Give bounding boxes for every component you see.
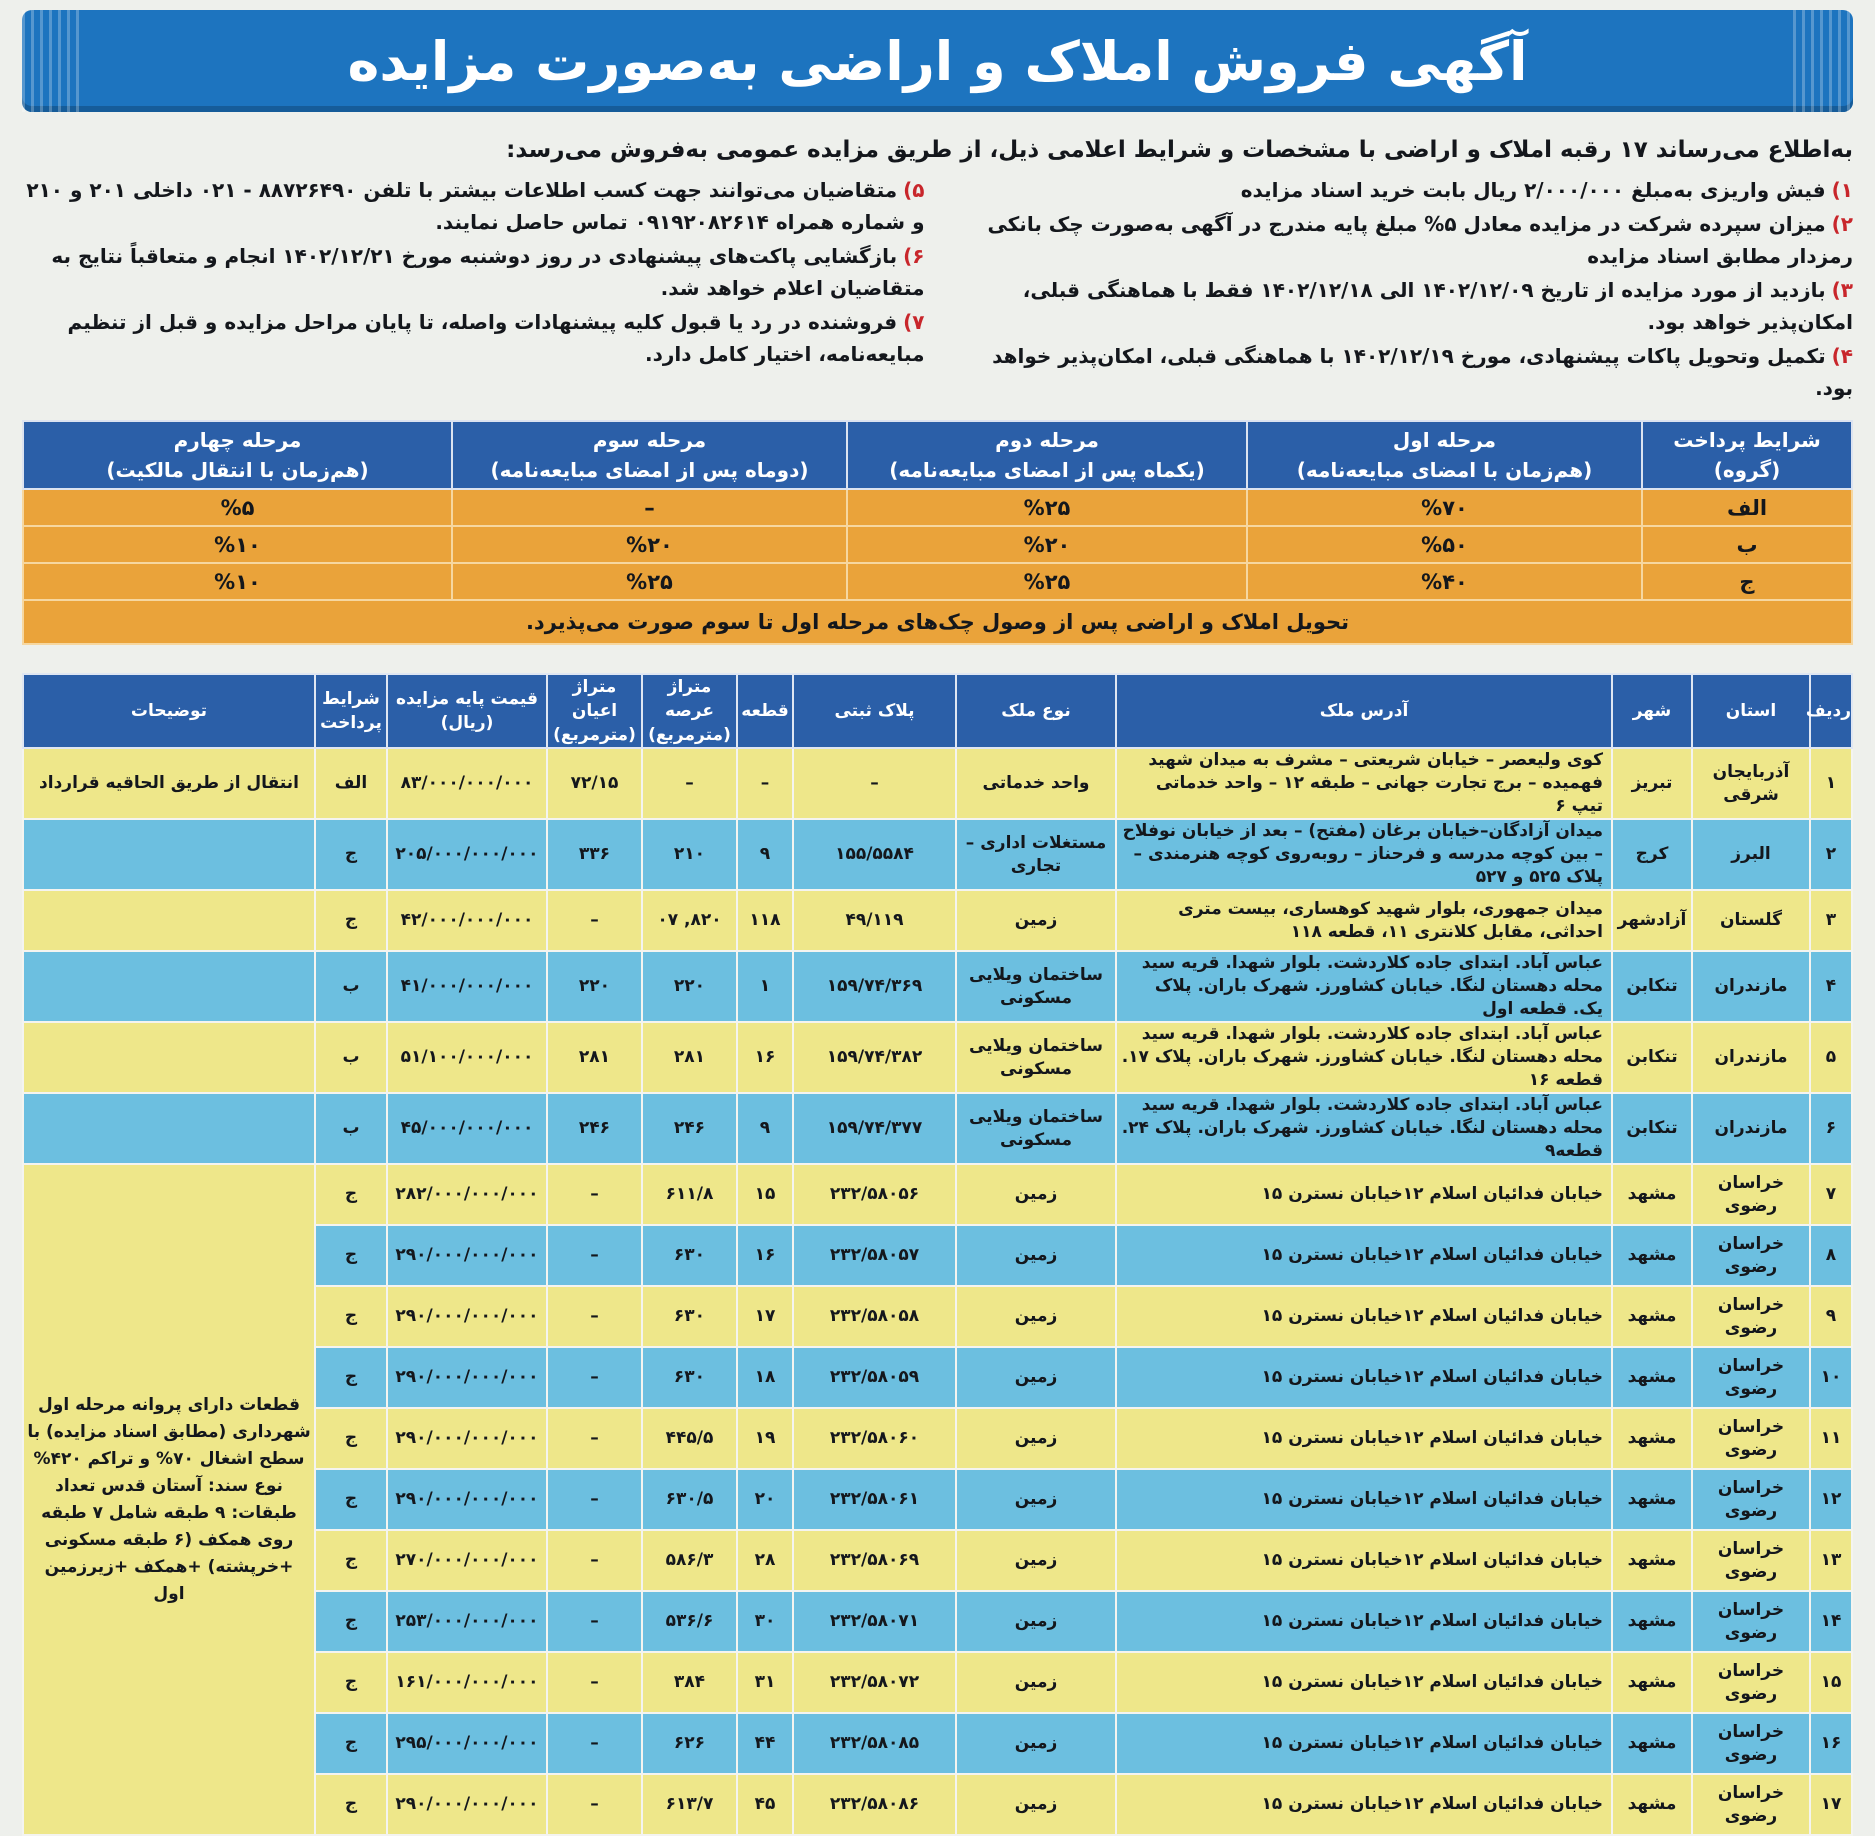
city: مشهد [1612,1591,1692,1652]
land-area: ۲۱۰ [642,819,737,890]
address: خیابان فدائیان اسلام ۱۲خیابان نسترن ۱۵ [1116,1713,1612,1774]
building-area: ۲۲۰ [547,951,642,1022]
building-area: – [547,1164,642,1225]
row-number: ۱۷ [1810,1774,1852,1835]
property-notes-empty [23,890,315,951]
address: کوی ولیعصر – خیابان شریعتی – مشرف به میدان شهید فهمیده – برج تجارت جهانی – طبقه ۱۲ – واحد خدماتی تیپ ۶ [1116,748,1612,819]
property-type: زمین [956,1774,1116,1835]
property-row [23,1093,1852,1164]
payment-note-row [23,600,1852,644]
building-area: – [547,1347,642,1408]
province: خراسان رضوی [1692,1286,1810,1347]
condition-number: ۱) [1831,178,1853,202]
property-notes-empty [23,819,315,890]
payment-header-title: مرحله اول [1392,428,1497,452]
condition-item [951,274,1854,338]
lot-number: ۴۵ [737,1774,793,1835]
condition-number: ۳) [1831,278,1853,302]
property-header-cell [737,674,793,748]
row-number: ۹ [1810,1286,1852,1347]
land-area: ۴۴۵/۵ [642,1408,737,1469]
property-header-sub: پرداخت [320,713,382,733]
building-area: – [547,1774,642,1835]
property-type: زمین [956,1347,1116,1408]
property-header-sub: (مترمربع) [648,725,731,745]
base-price: ۲۹۰/۰۰۰/۰۰۰/۰۰۰ [387,1225,547,1286]
lot-number: ۱۶ [737,1225,793,1286]
condition-text: فروشنده در رد یا قبول کلیه پیشنهادات واصله، تا پایان مراحل مزایده و قبل از تنظیم مبایعه‌نامه، اختیار کامل دارد. [67,310,925,366]
payment-percent: %۲۵ [847,563,1247,600]
row-number: ۱۳ [1810,1530,1852,1591]
payment-header-cell [23,421,452,489]
property-row [23,1164,1852,1225]
condition-text: متقاضیان می‌توانند جهت کسب اطلاعات بیشتر با تلفن ۸۸۷۲۶۴۹۰ - ۰۲۱ داخلی ۲۰۱ و ۲۱۰ و شماره همراه ۰۹۱۹۲۰۸۲۶۱۴ تماس حاصل نمایند. [26,178,925,234]
payment-header-cell [1247,421,1642,489]
land-area: ۶۳۰ [642,1286,737,1347]
registration-plate: ۱۵۹/۷۴/۳۷۷ [793,1093,956,1164]
payment-percent: %۵۰ [1247,526,1642,563]
property-header-cell [956,674,1116,748]
row-number: ۱۴ [1810,1591,1852,1652]
payment-percent: %۷۰ [1247,489,1642,526]
lot-number: ۴۴ [737,1713,793,1774]
property-header-sub: (مترمربع) [553,725,636,745]
payment-row [23,489,1852,526]
property-header-title: آدرس ملک [1319,701,1409,721]
registration-plate: ۲۳۲/۵۸۰۵۹ [793,1347,956,1408]
payment-header-title: شرایط پرداخت [1673,428,1821,452]
payment-terms: الف [315,748,387,819]
address: خیابان فدائیان اسلام ۱۲خیابان نسترن ۱۵ [1116,1286,1612,1347]
property-header-title: متراژ عرصه [665,677,714,721]
registration-plate: ۲۳۲/۵۸۰۷۲ [793,1652,956,1713]
city: کرج [1612,819,1692,890]
building-area: – [547,1286,642,1347]
property-header-title: نوع ملک [1001,701,1071,721]
intro-text: به‌اطلاع می‌رساند ۱۷ رقبه املاک و اراضی با مشخصات و شرایط اعلامی ذیل، از طریق مزایده عمومی به‌فروش می‌رسد: [506,137,1853,163]
property-header-cell [315,674,387,748]
condition-text: میزان سپرده شرکت در مزایده معادل ۵% مبلغ پایه مندرج در آگهی به‌صورت چک بانکی رمزدار مطابق اسناد مزایده [987,212,1853,268]
row-number: ۸ [1810,1225,1852,1286]
row-number: ۱۲ [1810,1469,1852,1530]
registration-plate: ۲۳۲/۵۸۰۶۹ [793,1530,956,1591]
city: مشهد [1612,1652,1692,1713]
condition-item [951,340,1854,404]
base-price: ۲۵۳/۰۰۰/۰۰۰/۰۰۰ [387,1591,547,1652]
properties-table [22,673,1853,1836]
base-price: ۲۸۲/۰۰۰/۰۰۰/۰۰۰ [387,1164,547,1225]
land-area: ۶۳۰/۵ [642,1469,737,1530]
payment-terms: ج [315,1286,387,1347]
lot-number: – [737,748,793,819]
registration-plate: ۲۳۲/۵۸۰۸۵ [793,1713,956,1774]
lot-number: ۱۹ [737,1408,793,1469]
base-price: ۲۹۰/۰۰۰/۰۰۰/۰۰۰ [387,1469,547,1530]
property-type: واحد خدماتی [956,748,1116,819]
base-price: ۴۵/۰۰۰/۰۰۰/۰۰۰ [387,1093,547,1164]
lot-number: ۲۰ [737,1469,793,1530]
condition-text: فیش واریزی به‌مبلغ ۲/۰۰۰/۰۰۰ ریال بابت خرید اسناد مزایده [1240,178,1826,202]
land-area: ۲۴۶ [642,1093,737,1164]
row-number: ۳ [1810,890,1852,951]
property-type: مستغلات اداری – تجاری [956,819,1116,890]
payment-terms: ج [315,1347,387,1408]
land-area: ۶۱۱/۸ [642,1164,737,1225]
row-number: ۶ [1810,1093,1852,1164]
base-price: ۲۹۵/۰۰۰/۰۰۰/۰۰۰ [387,1713,547,1774]
address: خیابان فدائیان اسلام ۱۲خیابان نسترن ۱۵ [1116,1774,1612,1835]
registration-plate: ۴۹/۱۱۹ [793,890,956,951]
property-type: زمین [956,1713,1116,1774]
address: میدان آزادگان–خیابان برغان (مفتح) – بعد از خیابان نوفلاح – بین کوچه مدرسه و فرحناز – روبه‌روی کوچه هنرمندی – پلاک ۵۲۵ و ۵۲۷ [1116,819,1612,890]
base-price: ۵۱/۱۰۰/۰۰۰/۰۰۰ [387,1022,547,1093]
city: آزادشهر [1612,890,1692,951]
lot-number: ۱۷ [737,1286,793,1347]
city: مشهد [1612,1286,1692,1347]
city: مشهد [1612,1225,1692,1286]
payment-header-cell [847,421,1247,489]
conditions-column-right [951,174,1854,406]
payment-header-sub: (دوماه پس از امضای مبایعه‌نامه) [490,458,809,482]
property-header-cell [1116,674,1612,748]
province: آذربایجان شرقی [1692,748,1810,819]
registration-plate: ۲۳۲/۵۸۰۸۶ [793,1774,956,1835]
payment-terms: ج [315,1774,387,1835]
property-type: ساختمان ویلایی مسکونی [956,1093,1116,1164]
address: عباس آباد. ابتدای جاده کلاردشت. بلوار شهدا. قریه سید محله دهستان لنگا. خیابان کشاورز. شهرک باران. پلاک یک. قطعه اول [1116,951,1612,1022]
building-area: – [547,1530,642,1591]
property-notes-empty [23,1093,315,1164]
properties-table-header [23,674,1852,748]
registration-plate: ۱۵۵/۵۵۸۴ [793,819,956,890]
row-number: ۱۶ [1810,1713,1852,1774]
province: خراسان رضوی [1692,1713,1810,1774]
payment-percent: %۲۰ [847,526,1247,563]
row-number: ۱ [1810,748,1852,819]
payment-terms: ج [315,1652,387,1713]
property-type: زمین [956,1225,1116,1286]
property-notes: انتقال از طریق الحاقیه قرارداد [23,748,315,819]
base-price: ۸۳/۰۰۰/۰۰۰/۰۰۰ [387,748,547,819]
payment-header-title: مرحله چهارم [173,428,302,452]
payment-terms: ج [315,1164,387,1225]
address: خیابان فدائیان اسلام ۱۲خیابان نسترن ۱۵ [1116,1591,1612,1652]
property-header-cell [1692,674,1810,748]
province: خراسان رضوی [1692,1774,1810,1835]
condition-number: ۶) [903,244,925,268]
lot-number: ۱ [737,951,793,1022]
payment-percent: %۴۰ [1247,563,1642,600]
address: خیابان فدائیان اسلام ۱۲خیابان نسترن ۱۵ [1116,1469,1612,1530]
payment-terms: ب [315,951,387,1022]
property-header-cell [793,674,956,748]
payment-header-sub: (هم‌زمان با انتقال مالکیت) [106,458,369,482]
province: خراسان رضوی [1692,1164,1810,1225]
building-area: – [547,1713,642,1774]
province: خراسان رضوی [1692,1347,1810,1408]
condition-number: ۲) [1831,212,1853,236]
base-price: ۱۶۱/۰۰۰/۰۰۰/۰۰۰ [387,1652,547,1713]
land-area: ۸۲۰, ۰۷ [642,890,737,951]
lot-number: ۳۱ [737,1652,793,1713]
property-row [23,748,1852,819]
property-header-cell [1805,674,1852,748]
city: تبریز [1612,748,1692,819]
city: مشهد [1612,1408,1692,1469]
land-area: ۶۲۶ [642,1713,737,1774]
province: البرز [1692,819,1810,890]
row-number: ۲ [1810,819,1852,890]
address: میدان جمهوری، بلوار شهید کوهساری، بیست متری احداثی، مقابل کلانتری ۱۱، قطعه ۱۱۸ [1116,890,1612,951]
city: مشهد [1612,1530,1692,1591]
condition-text: بازگشایی پاکت‌های پیشنهادی در روز دوشنبه مورخ ۱۴۰۲/۱۲/۲۱ انجام و متعاقباً نتایج به متقاضیان اعلام خواهد شد. [51,244,925,300]
address: عباس آباد. ابتدای جاده کلاردشت. بلوار شهدا. قریه سید محله دهستان لنگا. خیابان کشاورز. شهرک باران. پلاک ۲۴. قطعه۹ [1116,1093,1612,1164]
address: خیابان فدائیان اسلام ۱۲خیابان نسترن ۱۵ [1116,1164,1612,1225]
property-type: زمین [956,1652,1116,1713]
address: خیابان فدائیان اسلام ۱۲خیابان نسترن ۱۵ [1116,1408,1612,1469]
payment-group: ج [1642,563,1852,600]
condition-item [22,174,925,238]
property-row [23,890,1852,951]
base-price: ۴۲/۰۰۰/۰۰۰/۰۰۰ [387,890,547,951]
base-price: ۲۹۰/۰۰۰/۰۰۰/۰۰۰ [387,1347,547,1408]
payment-percent: %۱۰ [23,563,452,600]
condition-number: ۷) [903,310,925,334]
property-header-title: متراژ اعیان [571,677,618,721]
property-header-cell [547,674,642,748]
land-area: ۶۳۰ [642,1347,737,1408]
payment-percent: %۲۰ [452,526,847,563]
property-type: ساختمان ویلایی مسکونی [956,1022,1116,1093]
address: خیابان فدائیان اسلام ۱۲خیابان نسترن ۱۵ [1116,1530,1612,1591]
province: مازندران [1692,1022,1810,1093]
condition-number: ۴) [1831,344,1853,368]
registration-plate: – [793,748,956,819]
payment-group: ب [1642,526,1852,563]
land-area: ۵۳۶/۶ [642,1591,737,1652]
building-area: ۳۳۶ [547,819,642,890]
lot-number: ۱۶ [737,1022,793,1093]
registration-plate: ۲۳۲/۵۸۰۷۱ [793,1591,956,1652]
payment-terms: ج [315,1225,387,1286]
lot-number: ۳۰ [737,1591,793,1652]
lot-number: ۹ [737,1093,793,1164]
province: مازندران [1692,1093,1810,1164]
province: خراسان رضوی [1692,1469,1810,1530]
page-title: آگهی فروش املاک و اراضی به‌صورت مزایده [347,29,1528,93]
payment-terms: ب [315,1022,387,1093]
city: مشهد [1612,1774,1692,1835]
lot-number: ۱۵ [737,1164,793,1225]
lot-number: ۱۱۸ [737,890,793,951]
registration-plate: ۱۵۹/۷۴/۳۸۲ [793,1022,956,1093]
condition-number: ۵) [903,178,925,202]
province: خراسان رضوی [1692,1530,1810,1591]
property-header-cell [1612,674,1692,748]
registration-plate: ۲۳۲/۵۸۰۵۸ [793,1286,956,1347]
address: خیابان فدائیان اسلام ۱۲خیابان نسترن ۱۵ [1116,1347,1612,1408]
property-header-title: ردیف [1805,701,1851,721]
base-price: ۲۰۵/۰۰۰/۰۰۰/۰۰۰ [387,819,547,890]
registration-plate: ۱۵۹/۷۴/۳۶۹ [793,951,956,1022]
property-header-title: قطعه [741,701,789,721]
property-type: زمین [956,1164,1116,1225]
land-area: ۲۸۱ [642,1022,737,1093]
city: مشهد [1612,1469,1692,1530]
conditions-column-left [22,174,925,406]
payment-terms: ب [315,1093,387,1164]
payment-header-title: مرحله سوم [592,428,707,452]
title-banner [22,10,1853,112]
property-type: زمین [956,1286,1116,1347]
province: گلستان [1692,890,1810,951]
property-header-title: توضیحات [130,701,208,721]
registration-plate: ۲۳۲/۵۸۰۵۷ [793,1225,956,1286]
payment-terms: ج [315,1591,387,1652]
registration-plate: ۲۳۲/۵۸۰۶۱ [793,1469,956,1530]
land-area: ۳۸۴ [642,1652,737,1713]
land-area: ۵۸۶/۳ [642,1530,737,1591]
property-type: ساختمان ویلایی مسکونی [956,951,1116,1022]
condition-text: تکمیل وتحویل پاکات پیشنهادی، مورخ ۱۴۰۲/۱۲/۱۹ با هماهنگی قبلی، امکان‌پذیر خواهد بود. [992,344,1853,400]
condition-item [951,174,1854,206]
province: مازندران [1692,951,1810,1022]
property-header-title: شهر [1632,701,1672,721]
payment-percent: %۲۵ [452,563,847,600]
building-area: – [547,1469,642,1530]
building-area: – [547,890,642,951]
payment-header-cell [452,421,847,489]
condition-item [22,306,925,370]
property-header-cell [642,674,737,748]
building-area: ۲۸۱ [547,1022,642,1093]
address: خیابان فدائیان اسلام ۱۲خیابان نسترن ۱۵ [1116,1225,1612,1286]
payment-terms: ج [315,890,387,951]
condition-item [951,208,1854,272]
payment-header-sub: (گروه) [1713,458,1781,482]
lot-number: ۱۸ [737,1347,793,1408]
city: تنکابن [1612,1093,1692,1164]
row-number: ۴ [1810,951,1852,1022]
city: مشهد [1612,1713,1692,1774]
province: خراسان رضوی [1692,1408,1810,1469]
land-area: – [642,748,737,819]
base-price: ۲۹۰/۰۰۰/۰۰۰/۰۰۰ [387,1286,547,1347]
province: خراسان رضوی [1692,1591,1810,1652]
property-notes-group: قطعات دارای پروانه مرحله اول شهرداری (مطابق اسناد مزایده) با سطح اشغال ۷۰% و تراکم ۴۲۰% نوع سند: آستان قدس تعداد طبقات: ۹ طبقه شامل ۷ طبقه روی همکف (۶ طبقه مسکونی +خرپشته) +همکف +زیرزمین اول [23,1164,315,1835]
payment-header-sub: (هم‌زمان با امضای مبایعه‌نامه) [1296,458,1593,482]
row-number: ۵ [1810,1022,1852,1093]
base-price: ۲۷۰/۰۰۰/۰۰۰/۰۰۰ [387,1530,547,1591]
payment-percent: %۱۰ [23,526,452,563]
property-notes-empty [23,1022,315,1093]
property-notes-empty [23,951,315,1022]
payment-terms: ج [315,1713,387,1774]
building-area: – [547,1408,642,1469]
payment-terms: ج [315,819,387,890]
property-row [23,951,1852,1022]
city: تنکابن [1612,951,1692,1022]
property-type: زمین [956,1408,1116,1469]
building-area: – [547,1652,642,1713]
payment-row [23,563,1852,600]
registration-plate: ۲۳۲/۵۸۰۵۶ [793,1164,956,1225]
payment-terms: ج [315,1408,387,1469]
base-price: ۴۱/۰۰۰/۰۰۰/۰۰۰ [387,951,547,1022]
building-area: ۷۲/۱۵ [547,748,642,819]
base-price: ۲۹۰/۰۰۰/۰۰۰/۰۰۰ [387,1774,547,1835]
conditions-notes [22,174,1853,406]
property-type: زمین [956,1469,1116,1530]
building-area: – [547,1591,642,1652]
delivery-note: تحویل املاک و اراضی پس از وصول چک‌های مرحله اول تا سوم صورت می‌پذیرد. [23,600,1852,644]
province: خراسان رضوی [1692,1652,1810,1713]
row-number: ۱۱ [1810,1408,1852,1469]
property-header-sub: (ریال) [440,713,494,733]
city: تنکابن [1612,1022,1692,1093]
payment-header-cell [1642,421,1852,489]
property-header-cell [387,674,547,748]
payment-percent: %۵ [23,489,452,526]
city: مشهد [1612,1347,1692,1408]
payment-table-header [23,421,1852,489]
property-row [23,1022,1852,1093]
lot-number: ۲۸ [737,1530,793,1591]
land-area: ۶۱۳/۷ [642,1774,737,1835]
address: خیابان فدائیان اسلام ۱۲خیابان نسترن ۱۵ [1116,1652,1612,1713]
property-type: زمین [956,1591,1116,1652]
payment-header-sub: (یکماه پس از امضای مبایعه‌نامه) [889,458,1205,482]
property-header-title: استان [1725,701,1777,721]
row-number: ۱۰ [1810,1347,1852,1408]
condition-text: بازدید از مورد مزایده از تاریخ ۱۴۰۲/۱۲/۰۹ الی ۱۴۰۲/۱۲/۱۸ فقط با هماهنگی قبلی، امکان‌پذیر خواهد بود. [1022,278,1853,334]
payment-row [23,526,1852,563]
city: مشهد [1612,1164,1692,1225]
property-header-title: پلاک ثبتی [834,701,915,721]
payment-percent: %۲۵ [847,489,1247,526]
province: خراسان رضوی [1692,1225,1810,1286]
condition-item [22,240,925,304]
lot-number: ۹ [737,819,793,890]
payment-group: الف [1642,489,1852,526]
row-number: ۱۵ [1810,1652,1852,1713]
registration-plate: ۲۳۲/۵۸۰۶۰ [793,1408,956,1469]
address: عباس آباد. ابتدای جاده کلاردشت. بلوار شهدا. قریه سید محله دهستان لنگا. خیابان کشاورز. شهرک باران. پلاک ۱۷. قطعه ۱۶ [1116,1022,1612,1093]
payment-terms: ج [315,1469,387,1530]
land-area: ۲۲۰ [642,951,737,1022]
property-type: زمین [956,890,1116,951]
building-area: ۲۴۶ [547,1093,642,1164]
property-row [23,819,1852,890]
payment-terms: ج [315,1530,387,1591]
row-number: ۷ [1810,1164,1852,1225]
property-header-title: شرایط [322,689,380,709]
payment-terms-table [22,420,1853,645]
property-header-title: قیمت پایه مزایده [396,689,538,709]
property-header-cell [23,674,315,748]
payment-percent: – [452,489,847,526]
property-type: زمین [956,1530,1116,1591]
base-price: ۲۹۰/۰۰۰/۰۰۰/۰۰۰ [387,1408,547,1469]
land-area: ۶۳۰ [642,1225,737,1286]
building-area: – [547,1225,642,1286]
payment-header-title: مرحله دوم [995,428,1099,452]
